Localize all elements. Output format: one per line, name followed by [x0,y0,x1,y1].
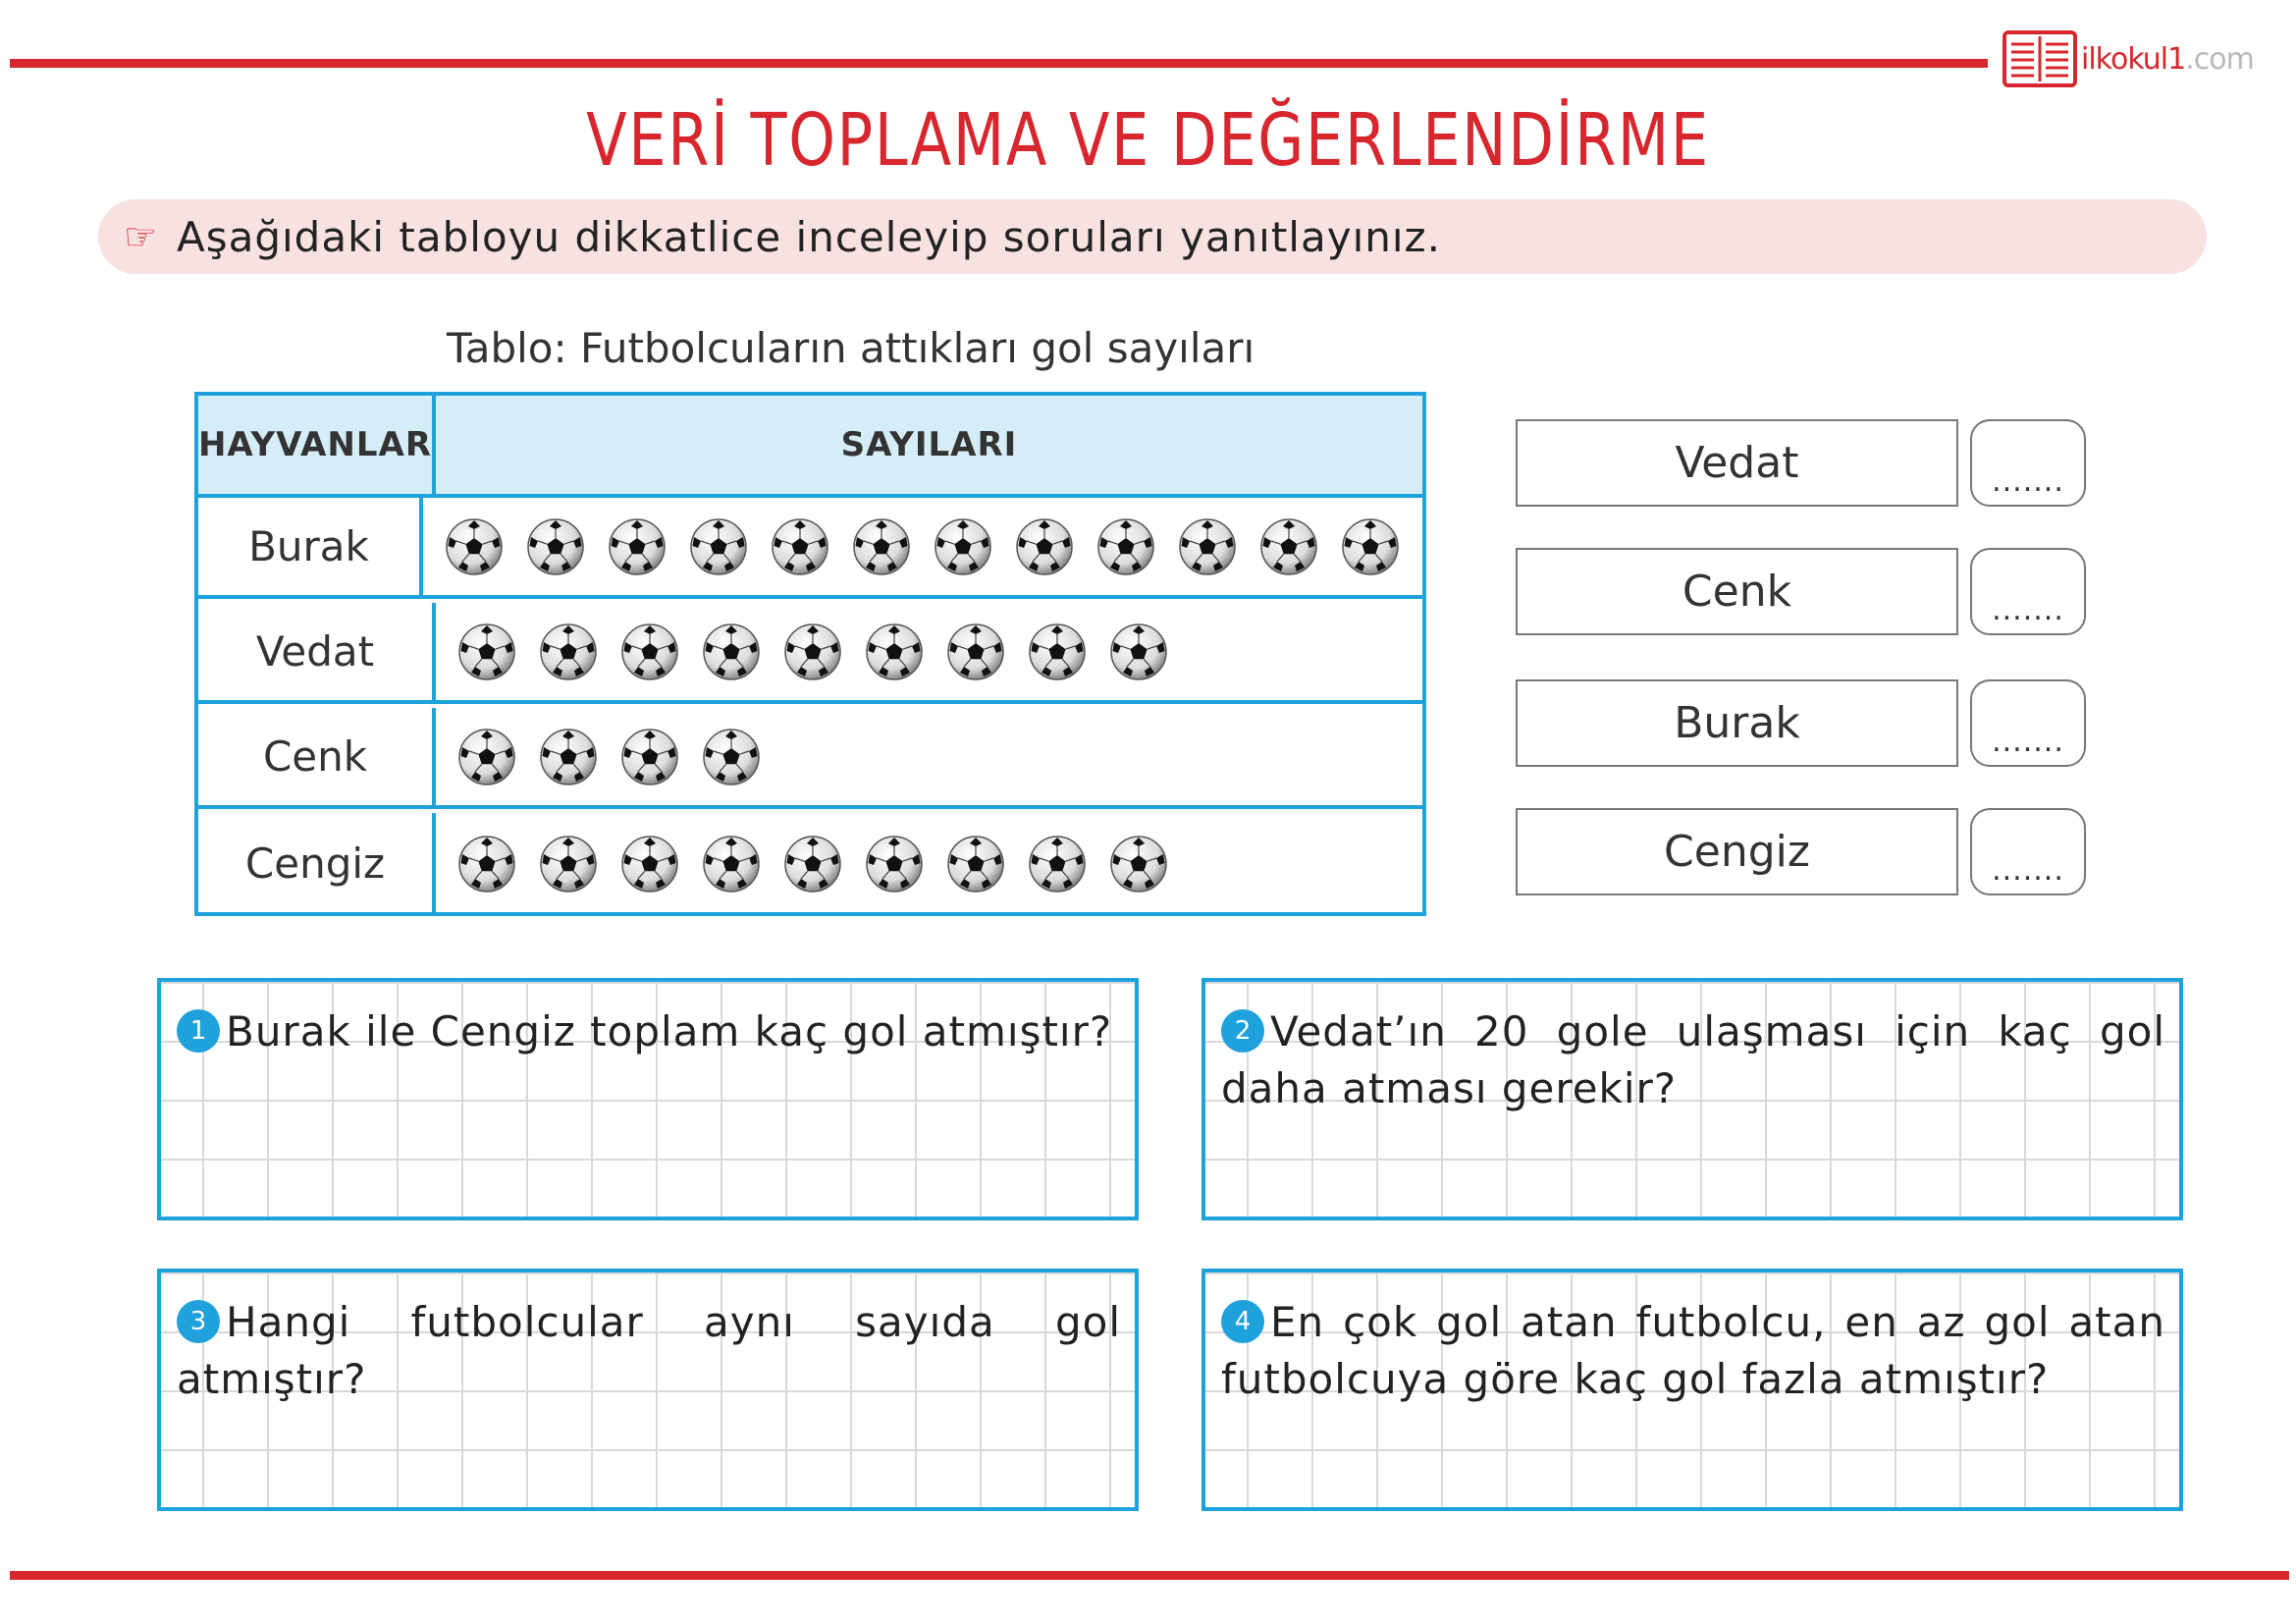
answer-label-cengiz: Cengiz [1516,808,1958,895]
question-box-3[interactable] [157,1269,1139,1511]
player-name: Cengiz [198,813,436,914]
goal-icons [436,603,1422,700]
question-text: 1 Burak ile Cengiz toplam kaç gol atmıştır? [177,1003,1121,1060]
answer-blank-cengiz[interactable]: ....... [1970,808,2086,895]
answer-blank-vedat[interactable]: ....... [1970,419,2086,507]
goal-icons [436,708,1422,805]
question-text: 2 Vedat’ın 20 gole ulaşması için kaç gol daha atması gerekir? [1221,1007,2165,1112]
page-title: VERİ TOPLAMA VE DEĞERLENDİRME [586,98,1710,183]
soccer-ball-icon [457,623,516,681]
soccer-ball-icon [771,517,829,576]
question-text: 4 En çok gol atan futbolcu, en az gol atan futbolcuya göre kaç gol fazla atmıştır? [1221,1298,2165,1403]
soccer-ball-icon [1178,517,1237,576]
bottom-divider [10,1571,2289,1580]
table-caption: Tablo: Futbolcuların attıkları gol sayıları [447,324,1255,372]
soccer-ball-icon [783,623,842,681]
table-row [198,813,1422,914]
question-number-badge: 1 [177,1009,220,1053]
question-text: 3 Hangi futbolcular aynı sayıda gol atmıştır? [177,1298,1121,1403]
player-name: Vedat [198,603,436,700]
soccer-ball-icon [702,835,761,893]
answer-label-burak: Burak [1516,679,1958,767]
soccer-ball-icon [457,835,516,893]
soccer-ball-icon [1109,623,1168,681]
instruction-bar [98,199,2207,274]
table-header-row [198,396,1422,498]
soccer-ball-icon [620,728,679,786]
soccer-ball-icon [1096,517,1155,576]
soccer-ball-icon [702,728,761,786]
soccer-ball-icon [934,517,992,576]
player-name: Burak [198,498,423,595]
goal-icons [423,498,1422,595]
question-box-4[interactable] [1201,1269,2183,1511]
soccer-ball-icon [457,728,516,786]
player-name: Cenk [198,708,436,805]
soccer-ball-icon [865,623,924,681]
answer-label-vedat: Vedat [1516,419,1958,507]
question-number-badge: 2 [1221,1009,1264,1053]
soccer-ball-icon [608,517,667,576]
soccer-ball-icon [865,835,924,893]
instruction-text: Aşağıdaki tabloyu dikkatlice inceleyip soruları yanıtlayınız. [177,212,1441,261]
question-number-badge: 3 [177,1300,220,1343]
brand-logo [2002,29,2254,88]
pictograph-table [194,392,1426,916]
header-counts: SAYILARI [840,425,1018,464]
goal-icons [436,813,1422,914]
soccer-ball-icon [526,517,585,576]
soccer-ball-icon [620,623,679,681]
soccer-ball-icon [539,623,598,681]
soccer-ball-icon [946,835,1005,893]
soccer-ball-icon [1341,517,1400,576]
book-icon [2002,30,2077,87]
hand-pointing-icon: ☞ [123,215,158,258]
soccer-ball-icon [783,835,842,893]
soccer-ball-icon [620,835,679,893]
answer-blank-burak[interactable]: ....... [1970,679,2086,767]
soccer-ball-icon [1015,517,1074,576]
table-row [198,708,1422,809]
table-row [198,498,1422,599]
soccer-ball-icon [852,517,911,576]
question-box-2[interactable] [1201,978,2183,1220]
table-row [198,603,1422,704]
question-number-badge: 4 [1221,1300,1264,1343]
top-divider [10,59,1988,68]
soccer-ball-icon [539,835,598,893]
brand-name: ilkokul1.com [2081,41,2254,77]
soccer-ball-icon [1028,835,1087,893]
soccer-ball-icon [1109,835,1168,893]
soccer-ball-icon [1028,623,1087,681]
answer-blank-cenk[interactable]: ....... [1970,548,2086,635]
question-box-1[interactable] [157,978,1139,1220]
soccer-ball-icon [689,517,748,576]
soccer-ball-icon [946,623,1005,681]
soccer-ball-icon [445,517,504,576]
header-players: HAYVANLAR [198,396,436,494]
soccer-ball-icon [702,623,761,681]
soccer-ball-icon [539,728,598,786]
answer-label-cenk: Cenk [1516,548,1958,635]
soccer-ball-icon [1259,517,1318,576]
